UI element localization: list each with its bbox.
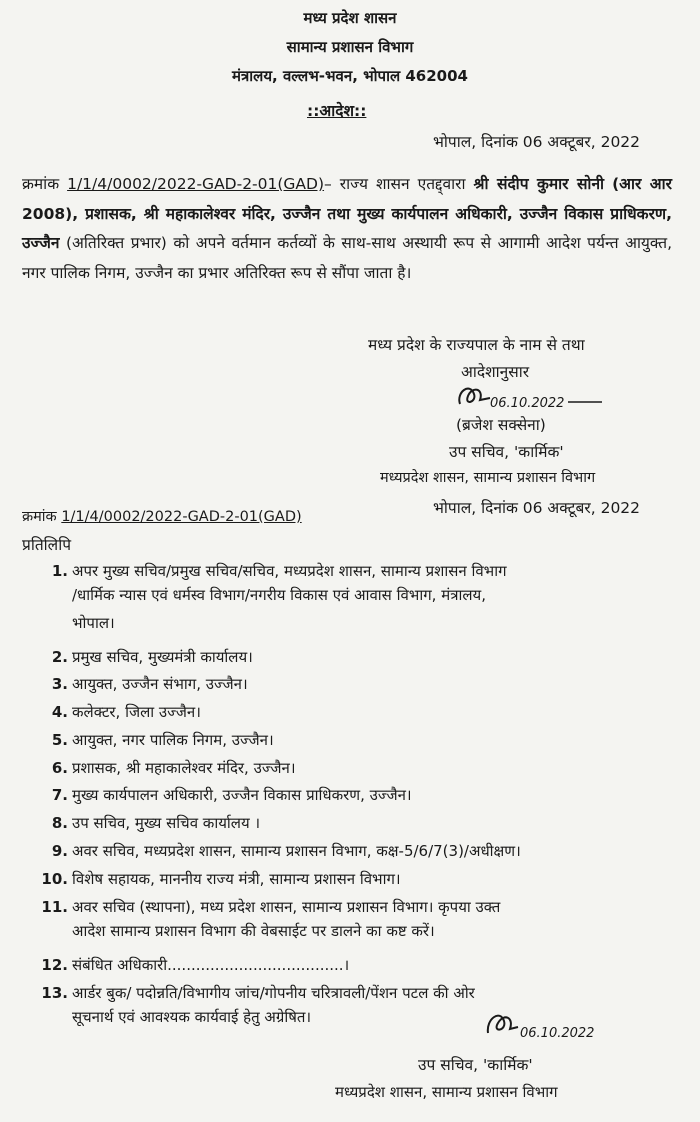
list-item: 1. अपर मुख्य सचिव/प्रमुख सचिव/सचिव, मध्यप्रदेश शासन, सामान्य प्रशासन विभाग [51,562,507,580]
copy-kramank-label: क्रमांक [22,509,57,525]
officer-posts: (आर आर 2008), प्रशासक, श्री महाकालेश्वर मंदिर, उज्जैन तथा मुख्य कार्यपालन अधिकारी, उज्जैन विकास प्राधिकरण, उज्जैन [22,175,672,252]
signature-2 [482,1003,622,1047]
list-item: 6. प्रशासक, श्री महाकालेश्वर मंदिर, उज्जैन। [51,759,296,777]
list-item: 8. उप सचिव, मुख्य सचिव कार्यालय । [51,814,261,832]
order-kramank-label: क्रमांक [22,175,60,193]
signatory-name: (ब्रजेश सक्सेना) [456,416,546,434]
signatory-designation: उप सचिव, 'कार्मिक' [449,443,564,461]
officer-name: श्री संदीप कुमार सोनी [473,175,605,193]
header-government: मध्य प्रदेश शासन [303,9,397,27]
list-item-cont: आदेश सामान्य प्रशासन विभाग की वेबसाईट पर डालने का कष्ट करें। [72,922,435,940]
order-number: 1/1/4/0002/2022-GAD-2-01(GAD) [67,175,325,193]
list-item: 5. आयुक्त, नगर पालिक निगम, उज्जैन। [51,731,274,749]
governor-line: मध्य प्रदेश के राज्यपाल के नाम से तथा [368,336,585,354]
signatory-2-department: मध्यप्रदेश शासन, सामान्य प्रशासन विभाग [335,1083,558,1101]
signature-1 [450,374,610,418]
list-item: 7. मुख्य कार्यपालन अधिकारी, उज्जैन विकास प्राधिकरण, उज्जैन। [51,786,412,804]
copy-number: 1/1/4/0002/2022-GAD-2-01(GAD) [61,509,302,525]
list-item-cont: भोपाल। [72,614,115,632]
signature-2-date: 06.10.2022 [520,1026,595,1041]
signatory-department: मध्यप्रदेश शासन, सामान्य प्रशासन विभाग [380,470,596,486]
signature-1-date: 06.10.2022 [490,396,565,411]
list-item: 9. अवर सचिव, मध्यप्रदेश शासन, सामान्य प्रशासन विभाग, कक्ष-5/6/7(3)/अधीक्षण। [51,842,521,860]
list-item: 13. आर्डर बुक/ पदोन्नति/विभागीय जांच/गोपनीय चरित्रावली/पेंशन पटल की ओर [41,984,475,1002]
list-item: 3. आयुक्त, उज्जैन संभाग, उज्जैन। [51,675,248,693]
signatory-2-designation: उप सचिव, 'कार्मिक' [418,1056,533,1074]
by-order-line: आदेशानुसार [461,363,530,381]
list-item: 4. कलेक्टर, जिला उज्जैन। [51,703,201,721]
order-body [22,170,672,288]
order-intro: – राज्य शासन एतद्द्वारा [324,175,474,193]
list-item-cont: सूचनार्थ एवं आवश्यक कार्यवाई हेतु अग्रेषित। [72,1008,312,1026]
header-address: मंत्रालय, वल्लभ-भवन, भोपाल 462004 [232,67,468,85]
order-text-2: आयुक्त, नगर पालिक निगम, उज्जैन का प्रभार अतिरिक्त रूप से सौंपा जाता है। [22,234,672,282]
copy-heading: प्रतिलिपि [22,536,72,554]
list-item: 2. प्रमुख सचिव, मुख्यमंत्री कार्यालय। [51,648,253,666]
list-item-cont: /धार्मिक न्यास एवं धर्मस्व विभाग/नगरीय विकास एवं आवास विभाग, मंत्रालय, [72,586,486,604]
list-item: 10. विशेष सहायक, माननीय राज्य मंत्री, सामान्य प्रशासन विभाग। [41,870,401,888]
copy-kramank [22,506,302,526]
list-item: 12. संबंधित अधिकारी.....................................। [41,956,350,974]
copy-date: भोपाल, दिनांक 06 अक्टूबर, 2022 [433,499,641,517]
order-date: भोपाल, दिनांक 06 अक्टूबर, 2022 [433,133,641,151]
order-title: ::आदेश:: [307,102,367,120]
list-item: 11. अवर सचिव (स्थापना), मध्य प्रदेश शासन, सामान्य प्रशासन विभाग। कृपया उक्त [41,898,501,916]
header-department: सामान्य प्रशासन विभाग [286,38,414,56]
order-text-1: (अतिरिक्त प्रभार) को अपने वर्तमान कर्तव्यों के साथ-साथ अस्थायी रूप से आगामी आदेश पर्यन्त [59,234,626,252]
